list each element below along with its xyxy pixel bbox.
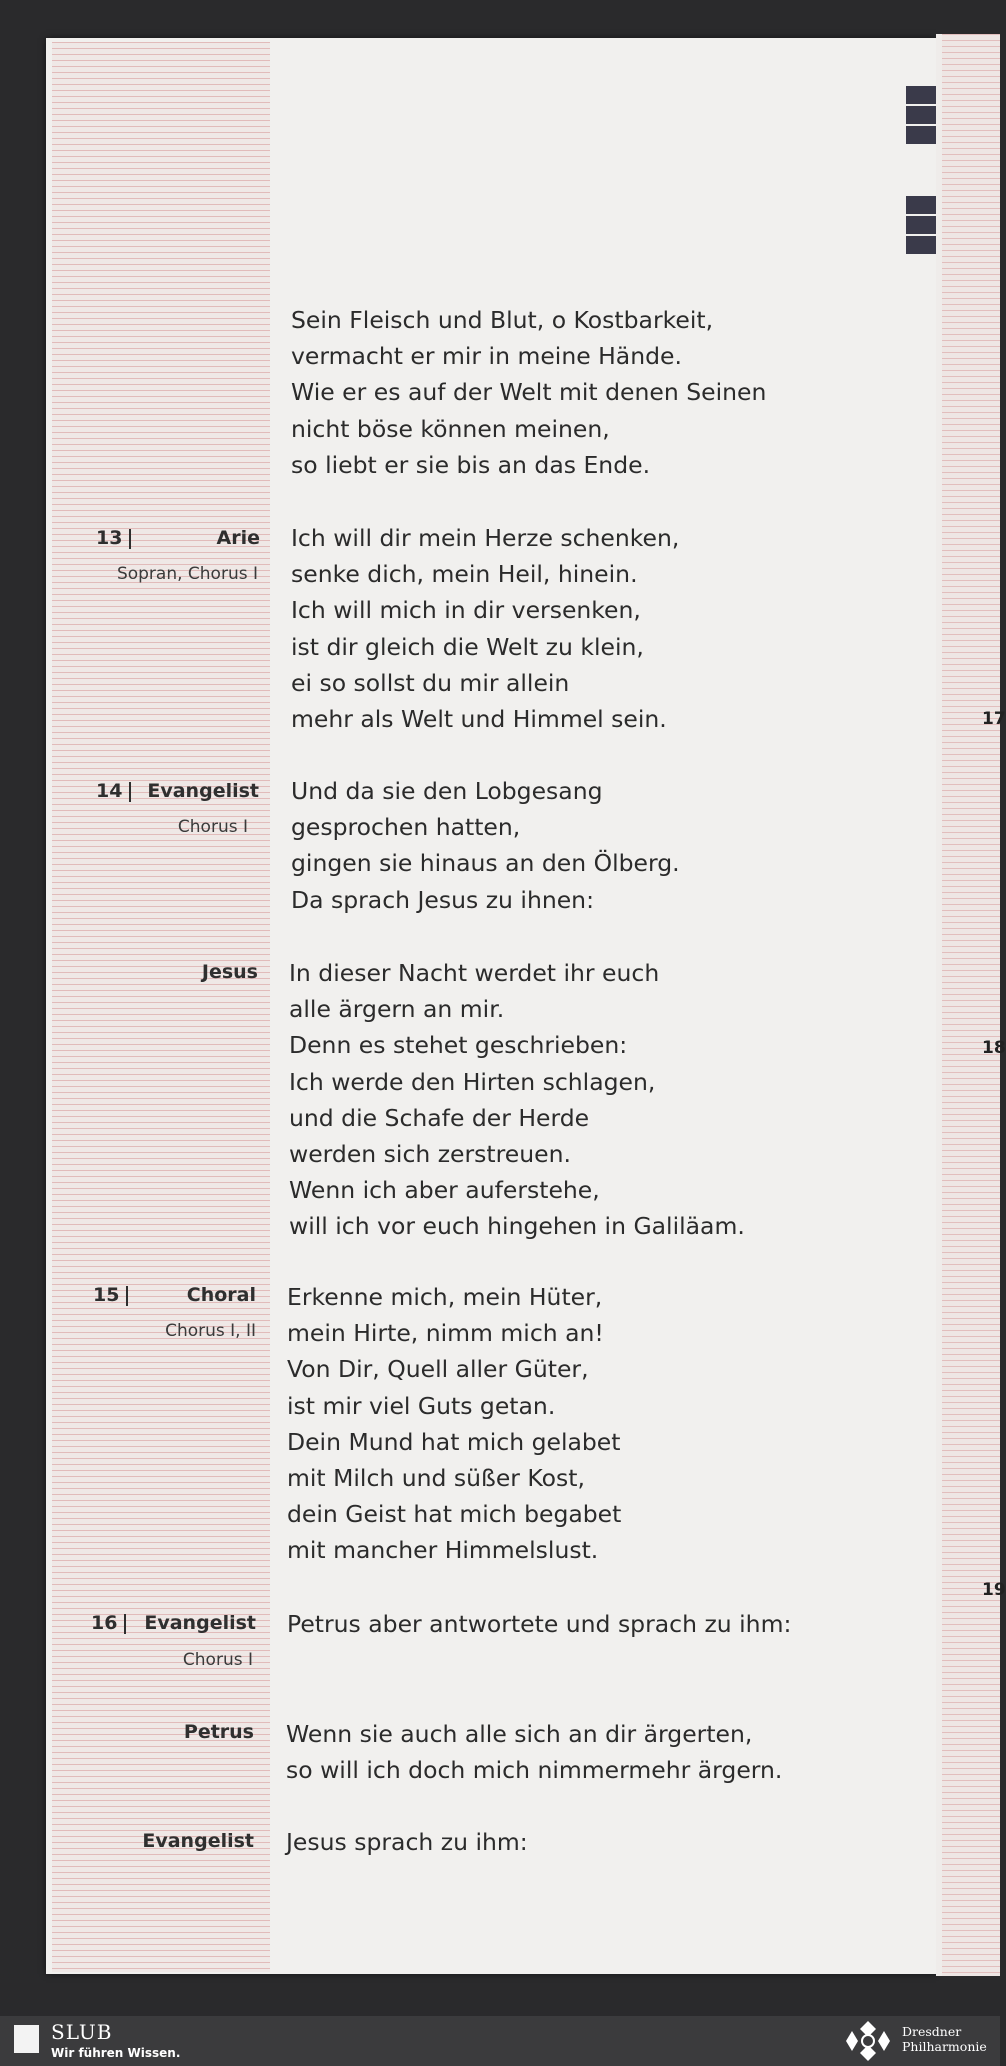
- verse-line: nicht böse können meinen,: [291, 414, 610, 443]
- verse-line: ist mir viel Guts getan.: [287, 1391, 556, 1420]
- verse-line: Ich werde den Hirten schlagen,: [289, 1067, 656, 1096]
- verse-line: Sein Fleisch und Blut, o Kostbarkeit,: [291, 306, 714, 334]
- verse-line: so liebt er sie bis an das Ende.: [291, 450, 651, 479]
- slub-logo-icon: [14, 2025, 39, 2053]
- verse-line: Wie er es auf der Welt mit denen Seinen: [291, 378, 767, 407]
- tab-marker-bar: [906, 86, 936, 104]
- verse-line: Wenn sie auch alle sich an dir ärgerten,: [286, 1720, 753, 1748]
- philharmonie-logo-icon: [844, 2019, 892, 2063]
- verse-line: Da sprach Jesus zu ihnen:: [291, 885, 594, 914]
- tab-marker-bar: [906, 196, 936, 214]
- verse-line: so will ich doch mich nimmermehr ärgern.: [286, 1756, 783, 1785]
- verse-text: [291, 302, 766, 483]
- next-page-number: 19: [982, 1580, 1006, 1600]
- verse-line: mein Hirte, nimm mich an!: [287, 1319, 604, 1348]
- movement-number: 14: [96, 780, 123, 802]
- movement-number: 15: [93, 1284, 120, 1306]
- verse-line: Jesus sprach zu ihm:: [286, 1828, 528, 1856]
- verse-line: Denn es stehet geschrieben:: [289, 1031, 628, 1060]
- next-page-number: 18: [982, 1038, 1006, 1058]
- verse-line: ei so sollst du mir allein: [291, 668, 570, 697]
- performers-label: Chorus I, II: [165, 1321, 256, 1341]
- verse-line: mit Milch und süßer Kost,: [287, 1464, 585, 1493]
- verse-line: Ich will dir mein Herze schenken,: [291, 524, 680, 552]
- next-page-stripe: [942, 34, 1000, 1976]
- role-label: Choral: [186, 1284, 256, 1306]
- verse-line: Ich will mich in dir versenken,: [291, 596, 641, 625]
- tab-marker-bar: [906, 106, 936, 124]
- margin-stripe: [52, 42, 270, 1972]
- library-name[interactable]: SLUB: [51, 2020, 113, 2044]
- section-text: [289, 955, 745, 1245]
- tab-marker-bar: [906, 216, 936, 234]
- verse-line: In dieser Nacht werdet ihr euch: [289, 959, 660, 987]
- performers-label: Chorus I: [177, 817, 248, 837]
- verse-line: will ich vor euch hingehen in Galiläam.: [289, 1212, 745, 1241]
- verse-line: mehr als Welt und Himmel sein.: [291, 705, 667, 734]
- performers-label: Sopran, Chorus I: [116, 564, 258, 584]
- library-tagline: Wir führen Wissen.: [51, 2046, 181, 2060]
- verse-line: mit mancher Himmelslust.: [287, 1536, 599, 1565]
- verse-line: werden sich zerstreuen.: [289, 1140, 571, 1169]
- tab-marker-bar: [906, 126, 936, 144]
- section-text: [287, 1279, 621, 1569]
- movement-number: 16: [91, 1612, 118, 1634]
- role-label: Evangelist: [147, 780, 259, 802]
- partner-name-line: Philharmonie: [902, 2039, 987, 2054]
- verse-line: gingen sie hinaus an den Ölberg.: [291, 849, 680, 878]
- role-label: Jesus: [201, 961, 258, 983]
- movement-number: 13: [96, 527, 123, 549]
- role-label: Evangelist: [144, 1612, 256, 1634]
- verse-line: ist dir gleich die Welt zu klein,: [291, 632, 644, 661]
- section-text: [286, 1716, 782, 1788]
- role-label: Evangelist: [142, 1830, 254, 1852]
- footer-bar: [0, 2016, 1000, 2066]
- verse-line: Und da sie den Lobgesang: [291, 777, 603, 805]
- role-label: Arie: [216, 527, 260, 549]
- tab-marker-bar: [906, 236, 936, 254]
- verse-line: Erkenne mich, mein Hüter,: [287, 1283, 603, 1311]
- verse-line: senke dich, mein Heil, hinein.: [291, 560, 638, 589]
- verse-line: und die Schafe der Herde: [289, 1103, 590, 1132]
- section-text: [286, 1824, 528, 1860]
- performers-label: Chorus I: [182, 1650, 253, 1670]
- verse-line: Wenn ich aber auferstehe,: [289, 1176, 600, 1205]
- section-text: [287, 1606, 791, 1642]
- verse-line: dein Geist hat mich begabet: [287, 1500, 622, 1529]
- verse-line: Dein Mund hat mich gelabet: [287, 1427, 621, 1456]
- verse-line: gesprochen hatten,: [291, 813, 521, 842]
- verse-line: Petrus aber antwortete und sprach zu ihm:: [287, 1610, 792, 1638]
- section-text: [291, 520, 679, 737]
- partner-name-line: Dresdner: [902, 2024, 962, 2039]
- verse-line: vermacht er mir in meine Hände.: [291, 342, 682, 371]
- next-page-number: 17: [982, 709, 1006, 729]
- verse-line: alle ärgern an mir.: [289, 995, 505, 1024]
- section-text: [291, 773, 680, 918]
- verse-line: Von Dir, Quell aller Güter,: [287, 1355, 589, 1384]
- partner-name[interactable]: [902, 2024, 987, 2054]
- role-label: Petrus: [183, 1721, 254, 1743]
